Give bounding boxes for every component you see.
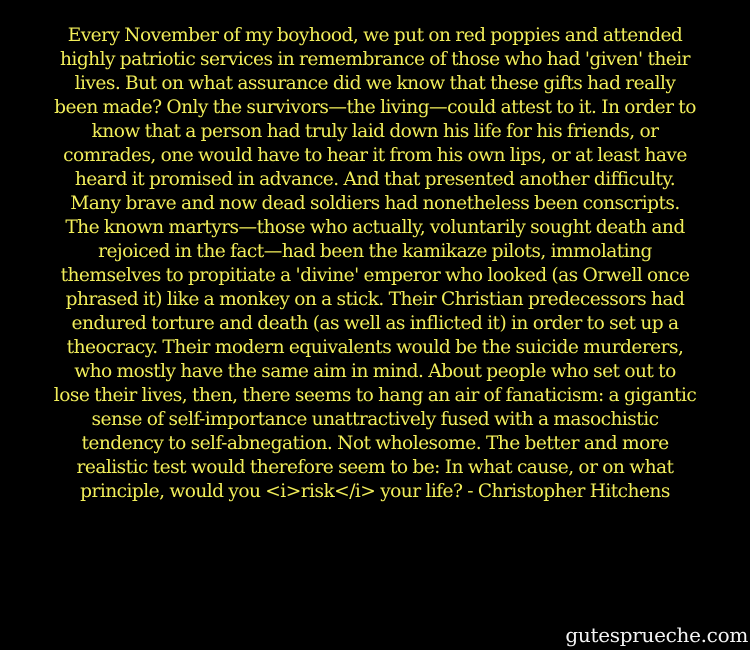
quote-text [0,24,750,504]
quote-line-20: principle, would you <i>risk</i> your life? - Christopher Hitchens [80,481,670,502]
quote-line-12: phrased it) like a monkey on a stick. Their Christian predecessors had [65,289,685,310]
quote-line-7: heard it promised in advance. And that presented another difficulty. [74,169,676,190]
quote-line-5: know that a person had truly laid down his life for his friends, or [91,121,659,142]
quote-line-10: rejoiced in the fact—had been the kamikaze pilots, immolating [98,241,652,262]
quote-line-11: themselves to propitiate a 'divine' emperor who looked (as Orwell once [60,265,690,286]
quote-line-15: who mostly have the same aim in mind. About people who set out to [74,361,676,382]
quote-line-1: Every November of my boyhood, we put on red poppies and attended [67,25,683,46]
quote-line-2: highly patriotic services in remembrance of those who had 'given' their [60,49,690,70]
quote-line-9: The known martyrs—those who actually, voluntarily sought death and [65,217,685,238]
quote-line-18: tendency to self-abnegation. Not wholesome. The better and more [81,433,669,454]
watermark-site-name: gutesprueche.com [565,623,748,647]
quote-line-6: comrades, one would have to hear it from his own lips, or at least have [63,145,687,166]
quote-line-14: theocracy. Their modern equivalents would be the suicide murderers, [66,337,684,358]
quote-line-13: endured torture and death (as well as inflicted it) in order to set up a [71,313,679,334]
quote-line-19: realistic test would therefore seem to be: In what cause, or on what [76,457,674,478]
quote-line-4: been made? Only the survivors—the living—could attest to it. In order to [54,97,696,118]
quote-line-8: Many brave and now dead soldiers had nonetheless been conscripts. [70,193,680,214]
quote-line-17: sense of self-importance unattractively fused with a masochistic [91,409,659,430]
quote-line-16: lose their lives, then, there seems to hang an air of fanaticism: a gigantic [53,385,697,406]
quote-line-3: lives. But on what assurance did we know that these gifts had really [74,73,676,94]
